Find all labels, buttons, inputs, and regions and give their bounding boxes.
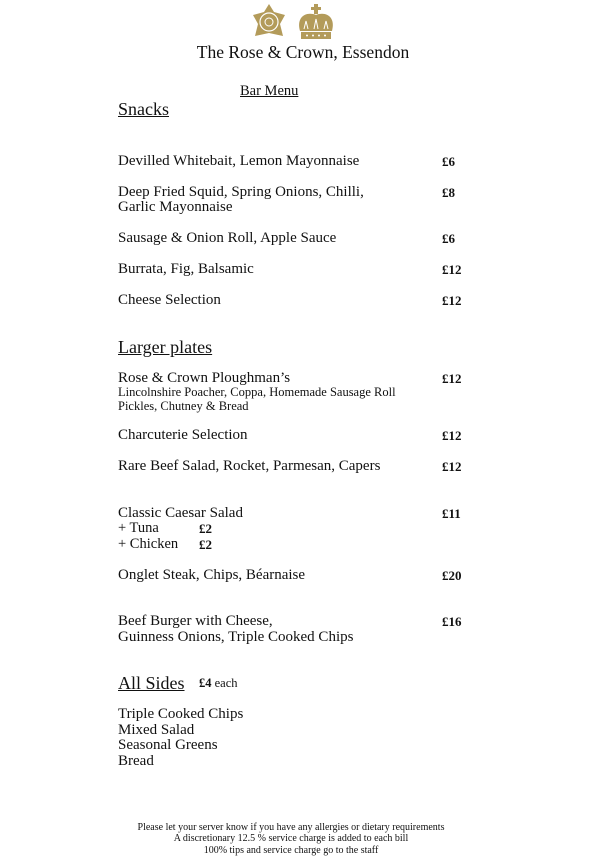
menu-item-price: £12: [442, 262, 462, 277]
sides-price: [199, 677, 238, 690]
restaurant-name: The Rose & Crown, Essendon: [196, 42, 410, 62]
menu-item-price: £12: [442, 371, 462, 386]
addon-label: + Chicken: [118, 536, 179, 552]
menu-title: Bar Menu: [240, 83, 299, 99]
menu-item-price: £16: [442, 614, 462, 629]
menu-item-description: Pickles, Chutney & Bread: [118, 399, 249, 413]
menu-item-name: Burrata, Fig, Balsamic: [118, 261, 254, 277]
footer-service-charge-note: A discretionary 12.5 % service charge is added to each bill: [173, 833, 409, 844]
menu-item-name: Beef Burger with Cheese,: [118, 613, 273, 629]
menu-item-name: Classic Caesar Salad: [118, 505, 243, 521]
crown-logo-icon: [296, 3, 336, 41]
menu-item-price: £12: [442, 293, 462, 308]
menu-item-name: Sausage & Onion Roll, Apple Sauce: [118, 230, 337, 246]
sides-price-value: £4: [199, 676, 212, 690]
footer-tips-note: 100% tips and service charge go to the staff: [203, 845, 379, 856]
menu-item-name: Rose & Crown Ploughman’s: [118, 370, 291, 386]
menu-item-name: Deep Fried Squid, Spring Onions, Chilli,: [118, 184, 364, 200]
menu-item-price: £12: [442, 459, 462, 474]
side-item: Bread: [118, 753, 154, 769]
snacks-heading: Snacks: [118, 99, 169, 119]
addon-label: + Tuna: [118, 520, 159, 536]
side-item: Mixed Salad: [118, 722, 195, 738]
menu-item-price: £20: [442, 568, 462, 583]
menu-item-name: Cheese Selection: [118, 292, 221, 308]
menu-item-name-line2: Guinness Onions, Triple Cooked Chips: [118, 629, 354, 645]
menu-item-price: £11: [442, 506, 461, 521]
larger-plates-heading: Larger plates: [118, 337, 213, 357]
menu-item-name: Onglet Steak, Chips, Béarnaise: [118, 567, 306, 583]
addon-price: £2: [199, 537, 212, 552]
addon-price: £2: [199, 521, 212, 536]
side-item: Seasonal Greens: [118, 737, 218, 753]
rose-logo-icon: [250, 3, 288, 41]
menu-item-name-line2: Garlic Mayonnaise: [118, 199, 233, 215]
sides-price-note: each: [214, 676, 238, 690]
menu-item-name: Devilled Whitebait, Lemon Mayonnaise: [118, 153, 360, 169]
menu-item-price: £8: [442, 185, 455, 200]
menu-item-price: £12: [442, 428, 462, 443]
menu-item-name: Charcuterie Selection: [118, 427, 248, 443]
menu-item-description: Lincolnshire Poacher, Coppa, Homemade Sausage Roll: [118, 385, 396, 399]
footer-allergy-note: Please let your server know if you have any allergies or dietary requirements: [137, 822, 445, 833]
menu-item-name: Rare Beef Salad, Rocket, Parmesan, Capers: [118, 458, 381, 474]
menu-item-price: £6: [442, 231, 455, 246]
menu-item-price: £6: [442, 154, 455, 169]
sides-heading: All Sides: [118, 673, 185, 693]
side-item: Triple Cooked Chips: [118, 706, 244, 722]
